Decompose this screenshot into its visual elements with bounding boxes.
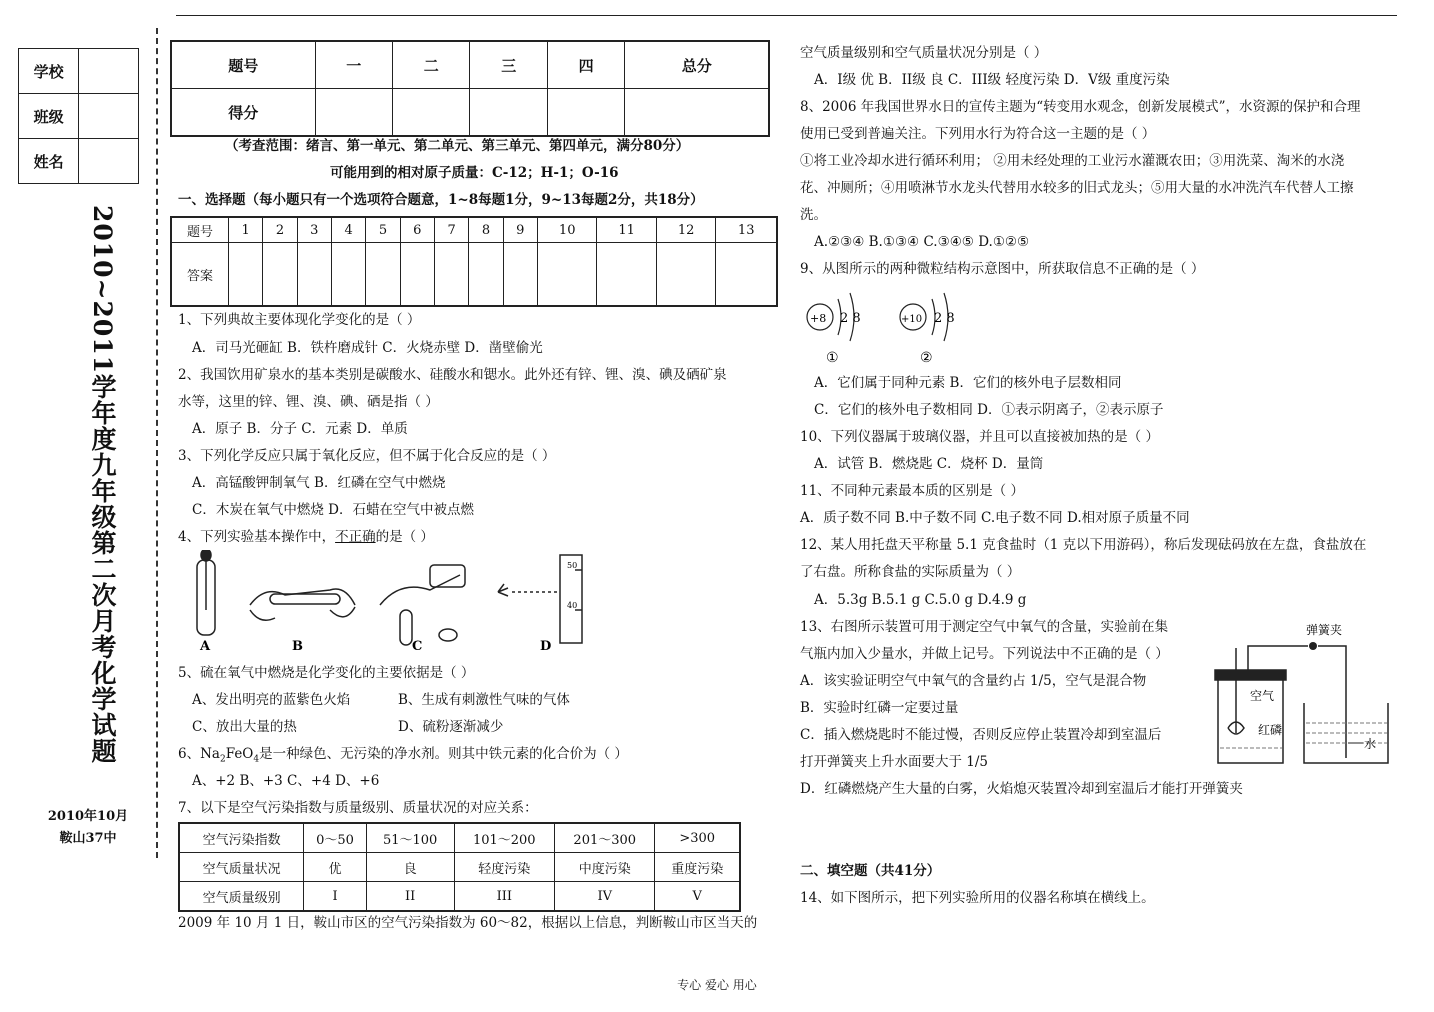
score-table [170,40,770,137]
answer-number: 4 [331,217,365,243]
air-cell: 重度污染 [655,853,740,882]
q4-tail: 的是（ ） [375,529,434,545]
q13-option-d: D．红磷燃烧产生大量的白雾，火焰熄灭装置冷却到室温后才能打开弹簧夹 [800,781,1243,797]
air-cell: I [304,882,366,912]
school-field[interactable] [79,49,139,94]
q5-option-a: A、发出明亮的蓝紫色火焰 [192,692,351,708]
air-row-label: 空气质量状况 [179,853,304,882]
score-header: 一 [315,41,392,89]
exam-date: 2010年10月 [47,809,129,824]
answer-cell[interactable] [716,243,777,307]
q9: 9、从图所示的两种微粒结构示意图中，所获取信息不正确的是（ ） [800,261,1205,277]
answer-number: 3 [297,217,331,243]
q3-options-cd: C．木炭在氧气中燃烧 D．石蜡在空气中被点燃 [192,502,474,518]
air-cell: >300 [655,823,740,853]
q7-question: 空气质量级别和空气质量状况分别是（ ） [800,45,1048,61]
oxygen-apparatus-figure [1198,618,1398,768]
score-header: 总分 [625,41,769,89]
answer-num-label: 题号 [171,217,229,243]
answer-ans-label: 答案 [171,243,229,307]
q7: 7、以下是空气污染指数与质量级别、质量状况的对应关系： [178,800,538,816]
q5-option-c: C、放出大量的热 [192,719,297,735]
air-cell: 101～200 [454,823,554,853]
q6-na: 6、Na [178,746,220,762]
answer-number: 2 [263,217,297,243]
exam-title: 2010~2011学年度九年级第二次月考化学试题 [88,205,117,765]
q10-options: A．试管 B．燃烧匙 C．烧杯 D．量筒 [814,456,1044,472]
q14: 14、如下图所示，把下列实验所用的仪器名称填在横线上。 [800,890,1155,906]
q6 [178,744,628,770]
answer-cell[interactable] [469,243,503,307]
score-cell[interactable] [393,89,470,137]
answer-number: 6 [400,217,434,243]
q12: 12、某人用托盘天平称量 5.1 克食盐时（1 克以下用游码），称后发现砝码放在左盘，食盐放在 [800,537,1367,553]
q11: 11、不同种元素最本质的区别是（ ） [800,483,1024,499]
q13-option-a: A．该实验证明空气中氧气的含量约占 1/5，空气是混合物 [800,673,1147,689]
clamp-icon [1309,642,1317,650]
score-cell[interactable] [625,89,769,137]
q4-operations-figure [180,550,600,655]
q10: 10、下列仪器属于玻璃仪器，并且可以直接被加热的是（ ） [800,429,1159,445]
hands-testtube-icon [250,589,355,620]
top-rule [176,15,1397,16]
q4-emphasis: 不正确 [335,529,376,545]
score-header: 四 [547,41,624,89]
q7-options: A．I级 优 B．II级 良 C．III级 轻度污染 D．V级 重度污染 [814,72,1170,88]
q2-options: A．原子 B．分子 C．元素 D．单质 [192,421,408,437]
answer-cell[interactable] [229,243,263,307]
q8-cont: 使用已受到普遍关注。下列用水行为符合这一主题的是（ ） [800,126,1156,142]
answer-cell[interactable] [656,243,715,307]
q3-options-ab: A．高锰酸钾制氧气 B．红磷在空气中燃烧 [192,475,446,491]
air-cell: V [655,882,740,912]
q13-option-c-cont: 打开弹簧夹上升水面要大于 1/5 [800,754,989,770]
section2-title: 二、填空题（共41分） [800,863,941,879]
air-cell: III [454,882,554,912]
school-label: 学校 [19,49,79,94]
name-label: 姓名 [19,139,79,184]
q1: 1、下列典故主要体现化学变化的是（ ） [178,312,421,328]
q13-option-b: B．实验时红磷一定要过量 [800,700,959,716]
q7-cont: 2009 年 10 月 1 日，鞍山市区的空气污染指数为 60～82，根据以上信息，判断鞍山市区当天的 [178,915,758,931]
air-cell: 轻度污染 [454,853,554,882]
answer-cell[interactable] [597,243,656,307]
answer-number: 9 [503,217,537,243]
air-row-label: 空气质量级别 [179,882,304,912]
answer-number: 1 [229,217,263,243]
score-header: 三 [470,41,547,89]
student-info-table [18,48,139,184]
air-cell: 优 [304,853,366,882]
answer-number: 5 [366,217,400,243]
apparatus-phosphorus-label: 红磷 [1258,723,1283,737]
answer-number: 7 [434,217,468,243]
q6-options: A、+2 B、+3 C、+4 D、+6 [192,773,380,789]
answer-table [170,216,778,307]
q4-label-c: C [412,639,423,654]
q13-cont: 气瓶内加入少量水，并做上记号。下列说法中不正确的是（ ） [800,646,1169,662]
answer-cell[interactable] [366,243,400,307]
apparatus-clamp-label: 弹簧夹 [1306,623,1343,637]
q4-scale-40: 40 [567,601,578,610]
exam-scope: （考查范围：绪言、第一单元、第二单元、第三单元、第四单元，满分80分） [225,138,690,154]
atom2-shells: 2 8 [934,311,955,326]
q4 [178,527,434,547]
date-block [40,806,136,858]
q6-sub4: 4 [253,754,260,765]
air-cell: 0～50 [304,823,366,853]
q11-options: A．质子数不同 B.中子数不同 C.电子数不同 D.相对原子质量不同 [800,510,1190,526]
answer-cell[interactable] [537,243,596,307]
q6-sub2: 2 [219,754,226,765]
atom1-nucleus: +8 [810,312,827,325]
q4-label-a: A [200,639,211,654]
binding-line [156,28,158,858]
section1-title: 一、选择题（每小题只有一个选项符合题意，1~8每题1分，9~13每题2分，共18分） [178,192,704,208]
q6-text: 是一种绿色、无污染的净水剂。则其中铁元素的化合价为（ ） [259,746,628,762]
score-header: 题号 [171,41,315,89]
q2-cont: 水等，这里的锌、锂、溴、碘、硒是指（ ） [178,394,439,410]
q13-option-c: C．插入燃烧匙时不能过慢，否则反应停止装置冷却到室温后 [800,727,1162,743]
atom1-shells: 2 8 [840,311,861,326]
answer-cell[interactable] [263,243,297,307]
q5-option-d: D、硫粉逐渐减少 [398,719,504,735]
q5-option-b: B、生成有刺激性气味的气体 [398,692,570,708]
air-cell: 51～100 [366,823,454,853]
answer-number: 13 [716,217,777,243]
atom1-label: ① [826,350,839,366]
school-name: 鞍山37中 [59,831,117,846]
air-cell: IV [555,882,655,912]
score-cell[interactable] [315,89,392,137]
page-footer: 专心 爱心 用心 [677,978,757,992]
q12-cont: 了右盘。所称食盐的实际质量为（ ） [800,564,1021,580]
pour-liquid-icon [380,565,465,645]
q5: 5、硫在氧气中燃烧是化学变化的主要依据是（ ） [178,665,475,681]
answer-cell[interactable] [331,243,365,307]
q4-label-d: D [540,639,552,654]
atomic-mass-note: 可能用到的相对原子质量：C-12；H-1；O-16 [330,165,619,181]
q4-text: 4、下列实验基本操作中， [178,529,336,545]
atom2-nucleus: +10 [901,314,923,325]
air-cell: II [366,882,454,912]
class-field[interactable] [79,94,139,139]
air-cell: 良 [366,853,454,882]
q1-options: A．司马光砸缸 B．铁杵磨成针 C．火烧赤壁 D．凿壁偷光 [192,340,543,356]
score-row-label: 得分 [171,89,315,137]
air-quality-table [178,822,741,912]
answer-number: 8 [469,217,503,243]
air-row-label: 空气污染指数 [179,823,304,853]
answer-cell[interactable] [434,243,468,307]
q9-options-ab: A．它们属于同种元素 B．它们的核外电子层数相同 [814,375,1122,391]
q9-options-cd: C．它们的核外电子数相同 D．①表示阴离子，②表示原子 [814,402,1164,418]
q8-items-1: ①将工业冷却水进行循环利用； ②用未经处理的工业污水灌溉农田；③用洗菜、淘米的水浇 [800,153,1345,169]
air-cell: 201～300 [555,823,655,853]
q6-feo: FeO [225,746,254,762]
dropper-icon [197,550,215,635]
air-cell: 中度污染 [555,853,655,882]
score-cell[interactable] [547,89,624,137]
answer-cell[interactable] [400,243,434,307]
q8-items-2: 花、冲厕所；④用喷淋节水龙头代替用水较多的旧式龙头；⑤用大量的水冲洗汽车代替人工擦 [800,180,1354,196]
apparatus-air-label: 空气 [1250,689,1275,703]
q12-options: A．5.3g B.5.1 g C.5.0 g D.4.9 g [814,592,1027,608]
answer-cell[interactable] [297,243,331,307]
q4-label-b: B [292,639,303,654]
score-header: 二 [393,41,470,89]
name-field[interactable] [79,139,139,184]
atom2-label: ② [920,350,933,366]
answer-number: 11 [597,217,656,243]
atom-structure-figure [800,285,970,370]
q8: 8、2006 年我国世界水日的宣传主题为“转变用水观念，创新发展模式”，水资源的保护和合理 [800,99,1361,115]
answer-number: 10 [537,217,596,243]
apparatus-water-label: 水 [1364,737,1377,751]
class-label: 班级 [19,94,79,139]
score-cell[interactable] [470,89,547,137]
q3: 3、下列化学反应只属于氧化反应，但不属于化合反应的是（ ） [178,448,556,464]
answer-cell[interactable] [503,243,537,307]
q8-options: A.②③④ B.①③④ C.③④⑤ D.①②⑤ [814,234,1030,250]
answer-number: 12 [656,217,715,243]
q13: 13、右图所示装置可用于测定空气中氧气的含量，实验前在集 [800,619,1169,635]
q8-items-3: 洗。 [800,207,827,223]
q4-scale-50: 50 [567,561,578,570]
q2: 2、我国饮用矿泉水的基本类别是碳酸水、硅酸水和锶水。此外还有锌、锂、溴、碘及硒矿泉 [178,367,727,383]
